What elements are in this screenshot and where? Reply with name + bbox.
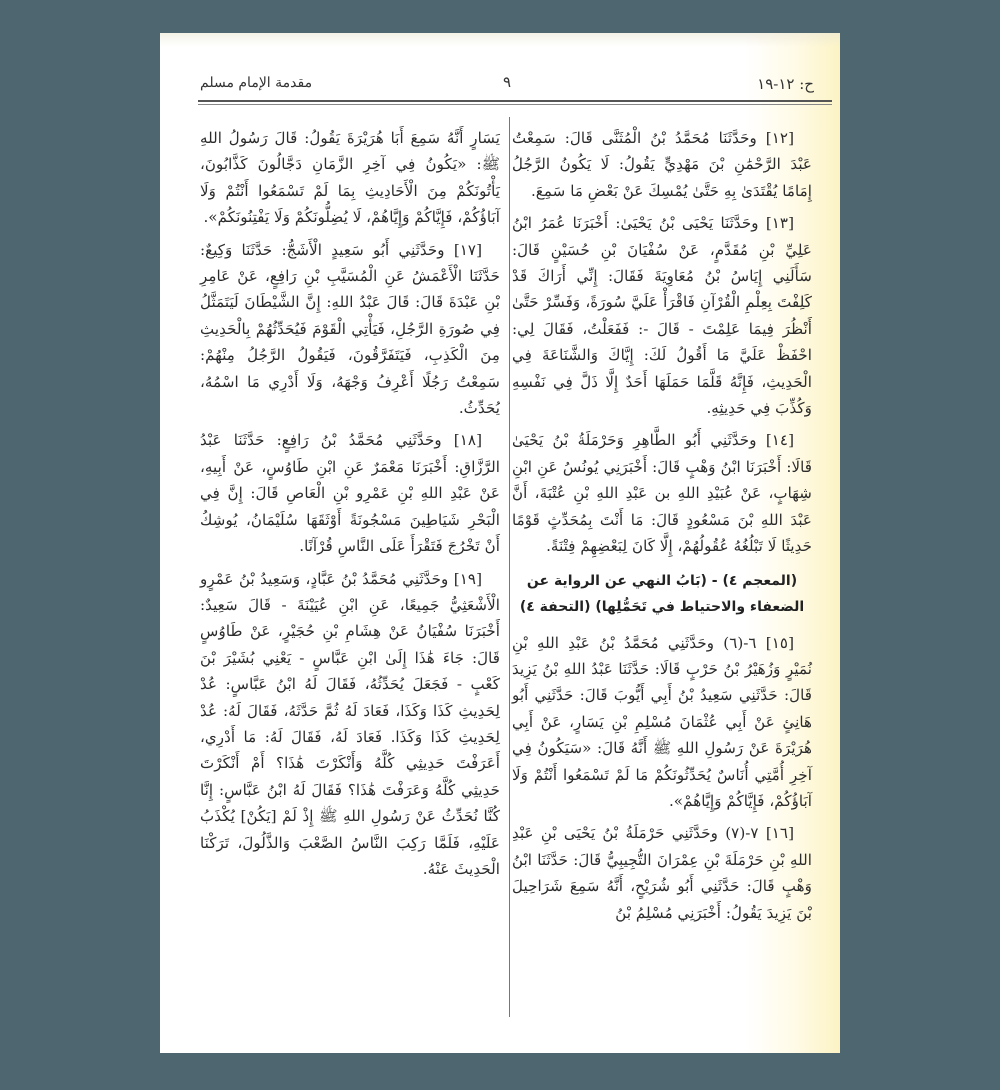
book-title: مقدمة الإمام مسلم xyxy=(200,75,313,91)
hadith-number: [١٩] xyxy=(453,569,482,588)
hadith-text: وحَدَّثَنَا مُحَمَّدُ بْنُ الْمُثَنَّى قَالَ: سَمِعْتُ عَبْدَ الرَّحْمَٰنِ بْنَ مَهْدِيٍّ يَقُولُ: لَا يَكُونُ الرَّجُلُ إِمَامًا يُقْتَدَىٰ بِهِ حَتَّىٰ يُمْسِكَ عَنْ بَعْضِ مَا سَمِعَ. xyxy=(512,129,812,200)
hadith-text: وحَدَّثَنِي أَبُو سَعِيدٍ الْأَشَجُّ: حَدَّثَنَا وَكِيعٌ: حَدَّثَنَا الْأَعْمَشُ عَنِ الْمُسَيَّبِ بْنِ رَافِعٍ، عَنْ عَامِرِ بْنِ عَبْدَةَ قَالَ: قَالَ عَبْدُ اللهِ: إِنَّ الشَّيْطَانَ لَيَتَمَثَّلُ فِي صُورَةِ الرَّجُلِ، فَيَأْتِي الْقَوْمَ فَيُحَدِّثُهُمْ بِالْحَدِيثِ مِنَ الْكَذِبِ، فَيَتَفَرَّقُونَ، فَيَقُولُ الرَّجُلُ مِنْهُمْ: سَمِعْتُ رَجُلًا أَعْرِفُ وَجْهَهُ، وَلَا أَدْرِي مَا اسْمُهُ، يُحَدِّثُ. xyxy=(200,240,500,418)
chapter-heading: (المعجم ٤) - (بَابُ النهي عن الرواية عن الضعفاء والاحتياط في تَحَمُّلِها) (التحفة ٤) xyxy=(519,572,805,615)
hadith-text: ٧-(٧) وحَدَّثَنِي حَرْمَلَةُ بْنُ يَحْيَى بْنِ عَبْدِ اللهِ بْنِ حَرْمَلَةَ بْنِ عِمْرَانَ التُّجِيبِيُّ قَالَ: حَدَّثَنَا ابْنُ وَهْبٍ قَالَ: حَدَّثَنِي أَبُو شُرَيْحٍ، أَنَّهُ سَمِعَ شَرَاحِيلَ بْنَ يَزِيدَ يَقُولُ: أَخْبَرَنِي مُسْلِمُ بْنُ xyxy=(512,824,812,922)
header-double-rule xyxy=(198,100,832,107)
hadith-text: وحَدَّثَنِي أَبُو الطَّاهِرِ وَحَرْمَلَةُ بْنُ يَحْيَىٰ قَالَا: أَخْبَرَنَا ابْنُ وَهْبٍ قَالَ: أَخْبَرَنِي يُونُسُ عَنِ ابْنِ شِهَابٍ، عَنْ عُبَيْدِ اللهِ بن عَبْدِ اللهِ بْنِ عُتْبَةَ، أَنَّ عَبْدَ اللهِ بْنَ مَسْعُودٍ قَالَ: مَا أَنْتَ بِمُحَدِّثٍ قَوْمًا حَدِيثًا لَا تَبْلُغُهُ عُقُولُهُمْ، إِلَّا كَانَ لِبَعْضِهِمْ فِتْنَةً. xyxy=(512,431,812,556)
book-page xyxy=(160,33,840,1053)
hadith-paragraph-17 xyxy=(200,237,500,422)
hadith-paragraph-14 xyxy=(512,427,812,559)
hadith-number: [١٧] xyxy=(453,240,483,259)
hadith-text: وحَدَّثَنِي مُحَمَّدُ بْنُ عَبَّادٍ، وَسَعِيدُ بْنُ عَمْرٍو الْأَشْعَثِيُّ جَمِيعًا، عَنِ ابْنِ عُيَيْنَةَ - قَالَ سَعِيدٌ: أَخْبَرَنَا سُفْيَانُ عَنْ هِشَامِ بْنِ حُجَيْرٍ، عَنْ طَاوُسٍ قَالَ: جَاءَ هَٰذَا إِلَىٰ ابْنِ عَبَّاسٍ - يَعْنِي بُشَيْرَ بْنَ كَعْبٍ - فَجَعَلَ يُحَدِّثُهُ، فَقَالَ لَهُ ابْنُ عَبَّاسٍ: عُدْ لِحَدِيثِ كَذَا وَكَذَا، فَعَادَ لَهُ ثُمَّ حَدَّثَهُ، فَقَالَ لَهُ: عُدْ لِحَدِيثِ كَذَا وَكَذَا. فَعَادَ لَهُ، فَقَالَ لَهُ: مَا أَدْرِي، أَعَرَفْتَ حَدِيثِي كُلَّهُ وَأَنْكَرْتَ هَٰذَا؟ أَمْ أَنْكَرْتَ حَدِيثِي كُلَّهُ وَعَرَفْتَ هَٰذَا؟ فَقَالَ لَهُ ابْنُ عَبَّاسٍ: إِنَّا كُنَّا نُحَدِّثُ عَنْ رَسُولِ اللهِ ﷺ إِذْ لَمْ [يَكُنْ] يُكْذَبُ عَلَيْهِ، فَلَمَّا رَكِبَ النَّاسُ الصَّعْبَ وَالذَّلُولَ، تَرَكْنَا الْحَدِيثَ عَنْهُ. xyxy=(200,569,500,878)
hadith-number: [١٦] xyxy=(765,824,795,843)
hadith-paragraph-13 xyxy=(512,210,812,421)
hadith-text: وحَدَّثَنَا يَحْيَى بْنُ يَحْيَىٰ: أَخْبَرَنَا عُمَرُ ابْنُ عَلِيِّ بْنِ مُقَدَّمٍ، عَنْ سُفْيَانَ بْنِ حُسَيْنٍ قَالَ: سَأَلَنِي إِيَاسُ بْنُ مُعَاوِيَةَ فَقَالَ: إِنِّي أَرَاكَ قَدْ كَلِفْتَ بِعِلْمِ الْقُرْآنِ فَاقْرَأْ عَلَيَّ سُورَةً، وَفَسِّرْ حَتَّىٰ أَنْظُرَ فِيمَا عَلِمْتَ - قَالَ -: فَفَعَلْتُ، فَقَالَ لِي: احْفَظْ عَلَيَّ مَا أَقُولُ لَكَ: إِيَّاكَ وَالشَّنَاعَةَ فِي الْحَدِيثِ، فَإِنَّهُ قَلَّمَا حَمَلَهَا أَحَدٌ إِلَّا ذَلَّ فِي نَفْسِهِ وَكُذِّبَ فِي حَدِيثِهِ. xyxy=(512,214,812,418)
hadith-number: [١٤] xyxy=(765,431,795,450)
running-header xyxy=(200,73,814,99)
hadith-paragraph-18 xyxy=(200,427,500,559)
hadith-paragraph-16 xyxy=(512,820,812,926)
hadith-number: [١٨] xyxy=(453,431,482,450)
hadith-number: [١٢] xyxy=(765,129,794,147)
right-column xyxy=(512,125,812,932)
hadith-text: ٦-(٦) وحَدَّثَنِي مُحَمَّدُ بْنُ عَبْدِ اللهِ بْنِ نُمَيْرٍ وَزُهَيْرُ بْنُ حَرْبٍ قَالَا: حَدَّثَنَا عَبْدُ اللهِ بْنُ يَزِيدَ قَالَ: حَدَّثَنِي سَعِيدُ بْنُ أَبِي أَيُّوبَ قَالَ: حَدَّثَنِي أَبُو هَانِئٍ عَنْ أَبِي عُثْمَانَ مُسْلِمِ بْنِ يَسَارٍ، عَنْ أَبِي هُرَيْرَةَ عَنْ رَسُولِ اللهِ ﷺ أَنَّهُ قَالَ: «سَيَكُونُ فِي آخِرِ أُمَّتِي أُنَاسٌ يُحَدِّثُونَكُمْ مَا لَمْ تَسْمَعُوا أَنْتُمْ وَلَا آبَاؤُكُمْ، فَإِيَّاكُمْ وَإِيَّاهُمْ». xyxy=(512,633,812,810)
hadith-text: وحَدَّثَنِي مُحَمَّدُ بْنُ رَافِعٍ: حَدَّثَنَا عَبْدُ الرَّزَّاقِ: أَخْبَرَنَا مَعْمَرٌ عَنِ ابْنِ طَاوُسٍ، عَنْ أَبِيهِ، عَنْ عَبْدِ اللهِ بْنِ عَمْرِو بْنِ الْعَاصِ قَالَ: إِنَّ فِي الْبَحْرِ شَيَاطِينَ مَسْجُونَةً أَوْثَقَهَا سُلَيْمَانُ، يُوشِكُ أَنْ تَخْرُجَ فَتَقْرَأَ عَلَى النَّاسِ قُرْآنًا. xyxy=(200,431,500,556)
hadith-paragraph-12 xyxy=(512,125,812,204)
hadith-paragraph-19 xyxy=(200,566,500,883)
hadith-number: [١٣] xyxy=(765,214,795,233)
hadith-paragraph-15 xyxy=(512,630,812,815)
page-number: ٩ xyxy=(502,73,512,91)
hadith-range: ح: ١٢-١٩ xyxy=(757,75,814,93)
header-rule-thin xyxy=(198,104,832,105)
left-column xyxy=(200,125,500,888)
hadith-continuation: يَسَارٍ أَنَّهُ سَمِعَ أَبَا هُرَيْرَةَ يَقُولُ: قَالَ رَسُولُ اللهِ ﷺ: «يَكُونُ فِي آخِرِ الزَّمَانِ دَجَّالُونَ كَذَّابُونَ، يَأْتُونَكُمْ مِنَ الْأَحَادِيثِ بِمَا لَمْ تَسْمَعُوا أَنْتُمْ وَلَا آبَاؤُكُمْ، فَإِيَّاكُمْ وَإِيَّاهُمْ، لَا يُضِلُّونَكُمْ وَلَا يَفْتِنُونَكُمْ». xyxy=(200,129,500,227)
column-divider xyxy=(509,117,510,1017)
hadith-number: [١٥] xyxy=(765,633,794,652)
page-edge-shading xyxy=(160,33,840,47)
header-rule-thick xyxy=(198,100,832,102)
